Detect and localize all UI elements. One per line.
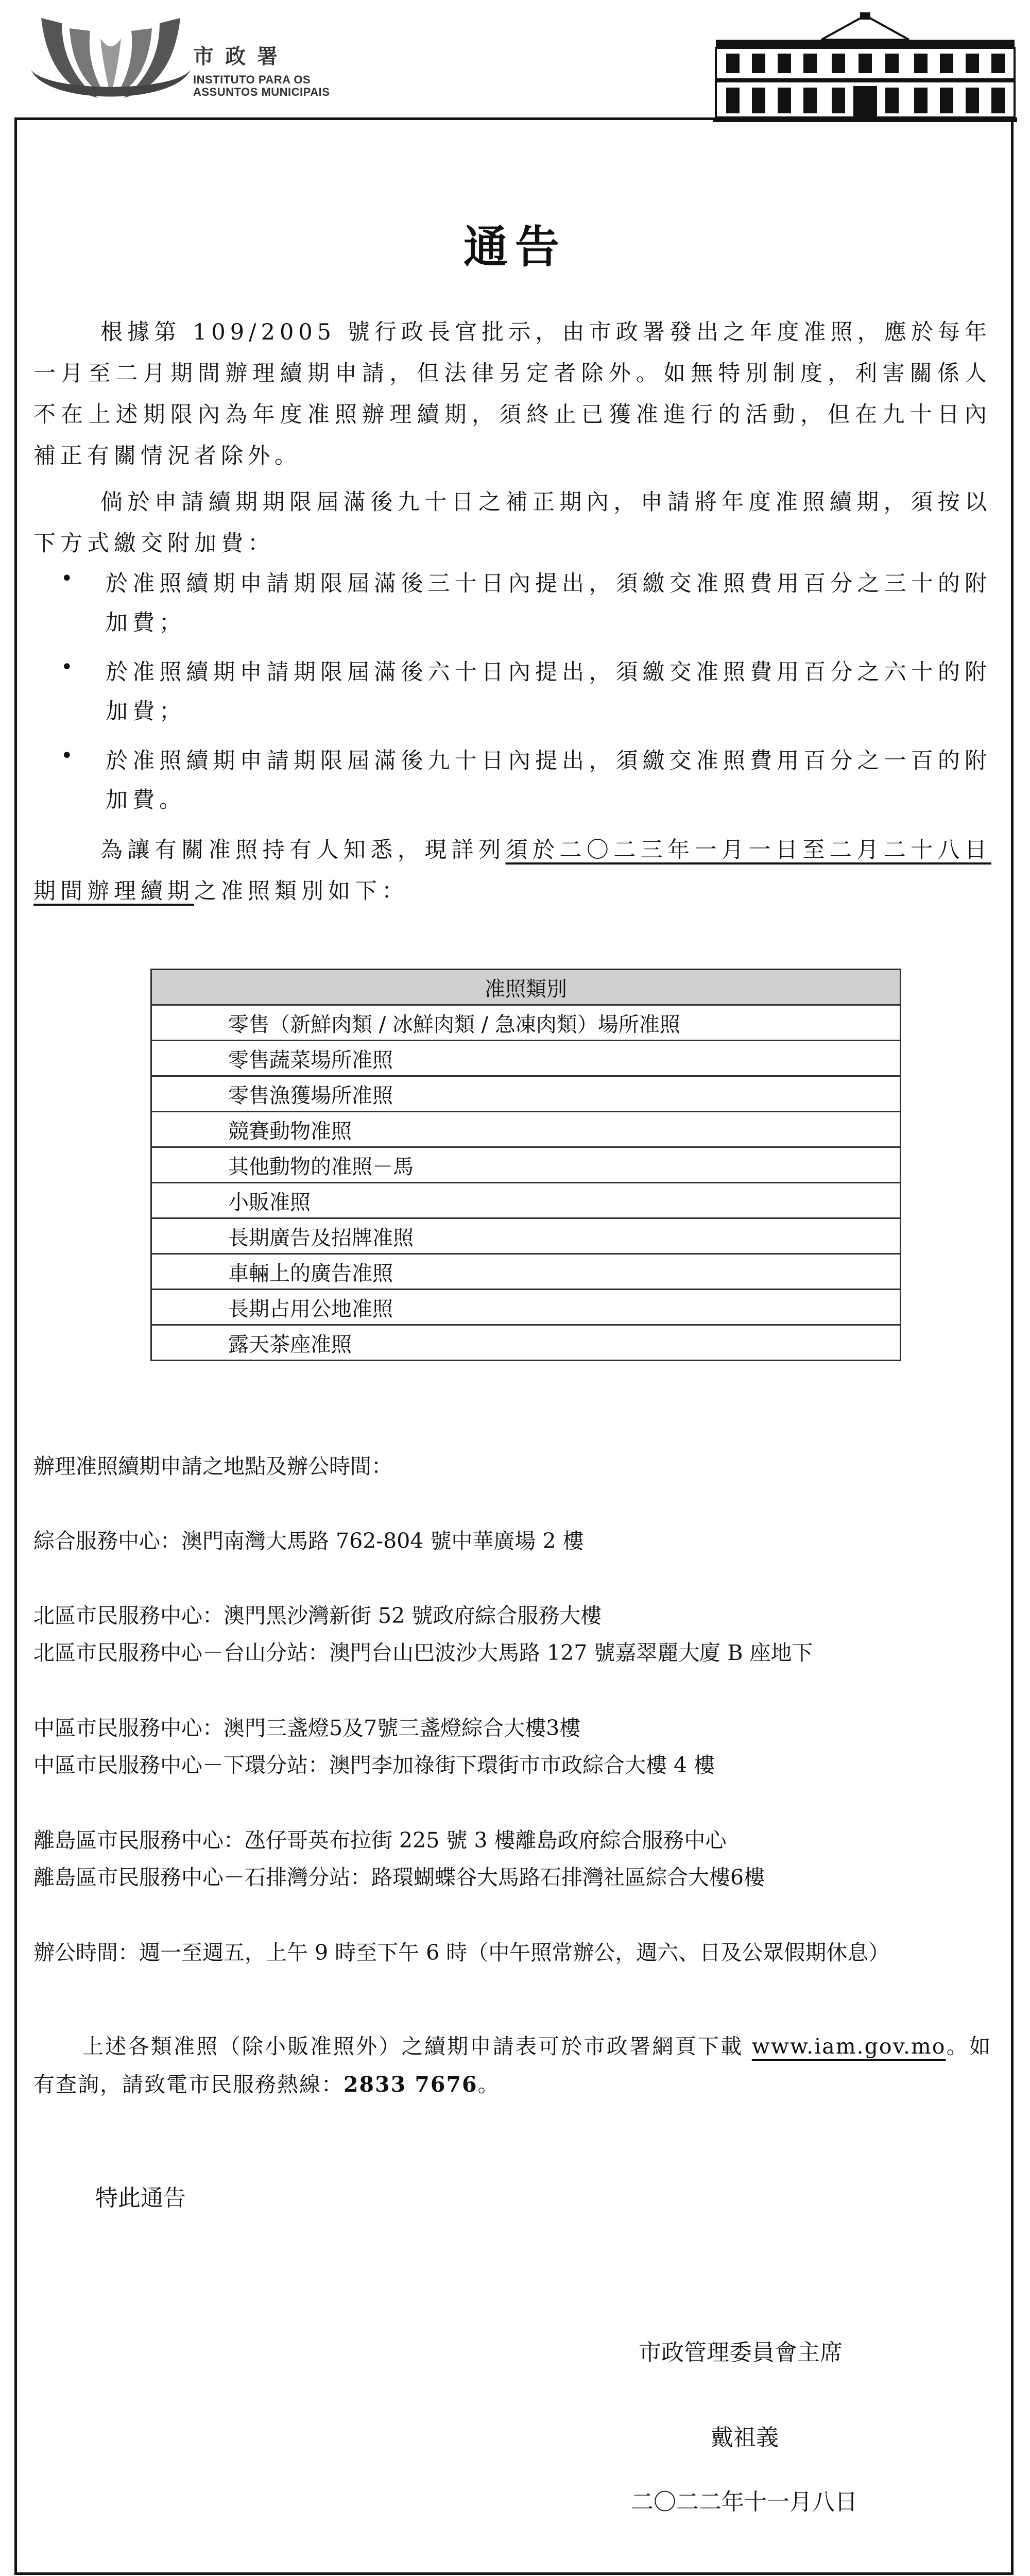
table-header: 准照類別 — [151, 970, 901, 1005]
bullet-item-1: 於准照續期申請期限屆滿後三十日內提出，須繳交准照費用百分之三十的附加費； — [106, 571, 991, 636]
table-row: 長期占用公地准照 — [151, 1290, 901, 1325]
table-row: 零售漁獲場所准照 — [151, 1076, 901, 1112]
table-row: 車輛上的廣告准照 — [151, 1254, 901, 1290]
header — [0, 0, 1030, 129]
license-category-table — [150, 969, 901, 1361]
location-north: 北區市民服務中心：澳門黑沙灣新街 52 號政府綜合服務大樓 — [33, 1603, 602, 1628]
bullet-item-2: 於准照續期申請期限屆滿後六十日內提出，須繳交准照費用百分之六十的附加費； — [106, 659, 991, 724]
closing-text-post: 。如有查詢，請致電市民服務熱線： — [33, 2034, 991, 2097]
table-row: 其他動物的准照－馬 — [151, 1147, 901, 1183]
location-integrated-center: 綜合服務中心：澳門南灣大馬路 762-804 號中華廣場 2 樓 — [33, 1529, 584, 1553]
closing-text-pre: 上述各類准照（除小販准照外）之續期申請表可於市政署網頁下載 — [82, 2034, 744, 2059]
logo-text — [193, 40, 330, 98]
office-hours: 辦公時間：週一至週五，上午 9 時至下午 6 時（中午照常辦公，週六、日及公眾假期休息） — [33, 1940, 890, 1965]
notice-title: 通告 — [464, 222, 566, 273]
logo-chinese-name: 市政署 — [193, 45, 289, 68]
table-row: 小販准照 — [151, 1183, 901, 1218]
locations-heading: 辦理准照續期申請之地點及辦公時間： — [33, 1454, 392, 1479]
table-row: 競賽動物准照 — [151, 1112, 901, 1147]
hotline-number: 2833 7676 — [344, 2072, 478, 2097]
location-north-toishan: 北區市民服務中心－台山分站：澳門台山巴波沙大馬路 127 號嘉翠麗大廈 B 座地下 — [33, 1640, 813, 1665]
renewal-period-underlined: 須於二〇二三年一月一日至二月二十八日期間辦理續期 — [33, 837, 991, 904]
location-central: 中區市民服務中心：澳門三盞燈5及7號三盞燈綜合大樓3樓 — [33, 1716, 581, 1740]
notice-end: 特此通告 — [95, 2185, 186, 2211]
signer-title: 市政管理委員會主席 — [639, 2340, 843, 2366]
signer-name: 戴祖義 — [711, 2425, 779, 2451]
location-islands: 離島區市民服務中心：氹仔哥英布拉街 225 號 3 樓離島政府綜合服務中心 — [33, 1828, 727, 1853]
paragraph-1: 根據第 109/2005 號行政長官批示，由市政署發出之年度准照，應於每年一月至二月期間辦理續期申請，但法律另定者除外。如無特別制度，利害關係人不在上述期限內為年度准照辦理續期，須終止已獲准進行的活動，但在九十日內補正有關情況者除外。 — [33, 319, 991, 469]
table-row: 零售蔬菜場所准照 — [151, 1041, 901, 1076]
notice-date: 二〇二二年十一月八日 — [631, 2489, 857, 2515]
paragraph-2: 倘於申請續期期限屆滿後九十日之補正期內，申請將年度准照續期，須按以下方式繳交附加費： — [33, 489, 991, 556]
iam-logo-icon — [26, 8, 196, 111]
footer — [0, 2572, 1030, 2576]
logo-portuguese-line2: ASSUNTOS MUNICIPAIS — [193, 86, 330, 98]
paragraph-3-post: 之准照類別如下： — [194, 878, 408, 904]
bullet-item-3: 於准照續期申請期限屆滿後九十日內提出，須繳交准照費用百分之一百的附加費。 — [106, 748, 991, 813]
bullet-dot-icon: • — [61, 655, 73, 679]
building-icon — [713, 11, 1017, 122]
website-link[interactable]: www.iam.gov.mo — [751, 2034, 946, 2059]
paragraph-3-pre: 為讓有關准照持有人知悉，現詳列 — [100, 837, 506, 863]
location-central-halambau: 中區市民服務中心－下環分站：澳門李加祿街下環街市市政綜合大樓 4 樓 — [33, 1753, 715, 1777]
location-islands-seac-pai-van: 離島區市民服務中心－石排灣分站：路環蝴蝶谷大馬路石排灣社區綜合大樓6樓 — [33, 1865, 765, 1890]
table-row: 露天茶座准照 — [151, 1325, 901, 1361]
table-row: 零售（新鮮肉類 / 冰鮮肉類 / 急凍肉類）場所准照 — [151, 1005, 901, 1041]
closing-paragraph — [33, 2027, 991, 2104]
logo-portuguese-line1: INSTITUTO PARA OS — [193, 73, 311, 86]
bullet-dot-icon: • — [61, 567, 73, 590]
closing-text-end: 。 — [477, 2072, 500, 2097]
table-row: 長期廣告及招牌准照 — [151, 1218, 901, 1254]
paragraph-3 — [33, 829, 991, 912]
bullet-dot-icon: • — [61, 744, 73, 768]
